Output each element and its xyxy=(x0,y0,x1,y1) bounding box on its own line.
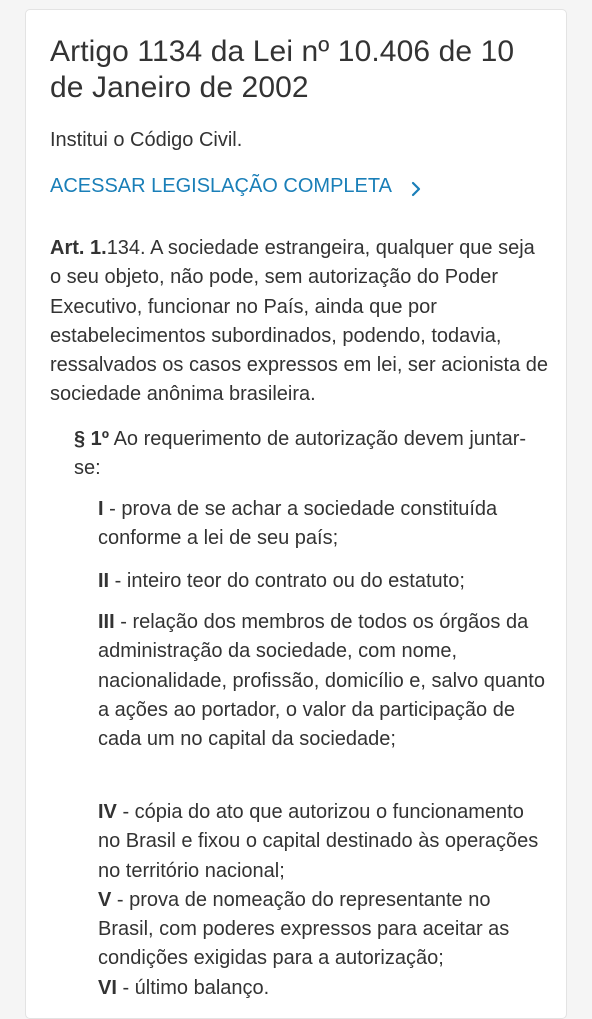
inciso-text: - prova de se achar a sociedade constituída conforme a lei de seu país; xyxy=(98,498,498,550)
inciso-label: VI xyxy=(98,976,117,999)
inciso-text: - último balanço. xyxy=(116,976,270,999)
inciso-text: - cópia do ato que autorizou o funcionamento no Brasil e fixou o capital destinado às operações no território nacional; xyxy=(98,801,539,882)
law-summary: Institui o Código Civil. xyxy=(50,129,243,151)
chevron-right-icon xyxy=(410,178,422,194)
article-label: Art. 1. xyxy=(50,237,107,259)
inciso-i xyxy=(98,495,548,554)
page-title: Artigo 1134 da Lei nº 10.406 de 10 de Janeiro de 2002 xyxy=(50,35,515,104)
inciso-vi xyxy=(98,974,548,1003)
article-caput xyxy=(50,234,550,410)
inciso-label: IV xyxy=(98,801,117,823)
article-text: 134. A sociedade estrangeira, qualquer que seja o seu objeto, não pode, sem autorização do Poder Executivo, funcionar no País, ainda que por estabelecimentos subordinados, podendo, todavia, ressalvados os casos expressos em lei, ser acionista de sociedade anônima brasileira. xyxy=(50,237,549,406)
incisos-iv-vi xyxy=(98,798,548,1003)
inciso-iv xyxy=(98,798,548,886)
full-legislation-link[interactable] xyxy=(50,173,422,199)
paragraph-1-text: Ao requerimento de autorização devem juntar-se: xyxy=(74,428,527,480)
legislation-card xyxy=(25,9,567,1019)
full-legislation-link-label: ACESSAR LEGISLAÇÃO COMPLETA xyxy=(50,175,392,197)
inciso-text: - relação dos membros de todos os órgãos da administração da sociedade, com nome, nacionalidade, profissão, domicílio e, salvo quanto a ações ao portador, o valor da participação de cada um no capital da sociedade; xyxy=(98,611,545,751)
inciso-text: - inteiro teor do contrato ou do estatuto; xyxy=(109,570,465,592)
inciso-ii xyxy=(98,567,548,596)
paragraph-1-label: § 1º xyxy=(74,428,110,450)
inciso-label: I xyxy=(98,498,104,520)
inciso-iii xyxy=(98,608,548,754)
inciso-text: - prova de nomeação do representante no Brasil, com poderes expressos para aceitar as condições exigidas para a autorização; xyxy=(98,888,510,970)
paragraph-1 xyxy=(74,425,544,484)
inciso-v xyxy=(98,886,548,974)
inciso-label: III xyxy=(98,611,115,633)
inciso-label: V xyxy=(98,888,112,911)
inciso-label: II xyxy=(98,570,110,592)
